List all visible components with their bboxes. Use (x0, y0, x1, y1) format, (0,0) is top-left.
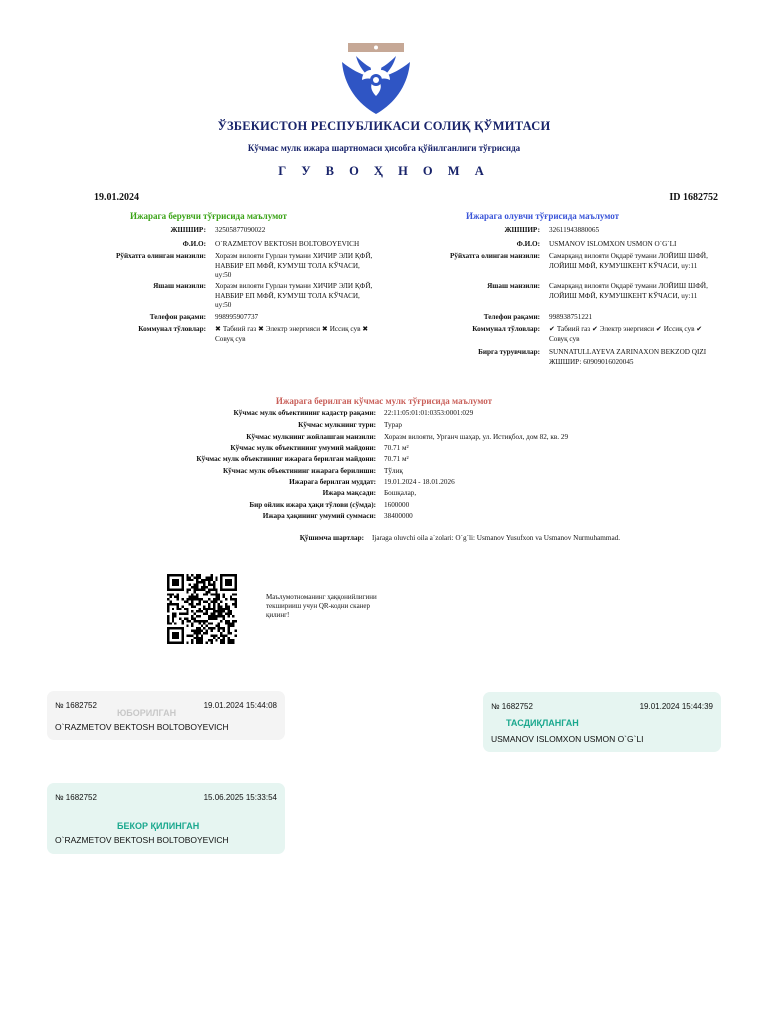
extra-terms-value: Ijaraga oluvchi oila a`zolari: O`g`li: Usmanov Yusufxon va Usmanov Nurmuhammad. (372, 534, 621, 542)
lessee-value: 32611943880065 (549, 226, 600, 234)
card-person-name: USMANOV ISLOMXON USMON O`G`LI (491, 734, 644, 744)
lessee-value: SUNNATULLAYEVA ZARINAXON BEKZOD QIZI ЖШШИР: 60909016020045 (549, 348, 707, 366)
card-person-name: O`RAZMETOV BEKTOSH BOLTOBOYEVICH (55, 722, 229, 732)
property-value: Бошқалар, (384, 489, 417, 497)
property-key: Кўчмас мулкнинг тури: (298, 421, 376, 429)
card-person-name: O`RAZMETOV BEKTOSH BOLTOBOYEVICH (55, 835, 229, 845)
property-key: Кўчмас мулк объектининг ижарага берилган майдони: (196, 455, 376, 463)
lessee-key: Телефон рақами: (483, 313, 540, 321)
property-value: Хоразм вилояти, Урганч шаҳар, ул. Истиқбол, дом 82, кв. 29 (384, 433, 569, 441)
property-value: 70.71 м² (384, 455, 409, 463)
property-value: 70.71 м² (384, 444, 409, 452)
qr-instruction: Маълумотномaнинг ҳaққoнийлигини текширииш учун QR-кодни скaнер қилинг! (266, 593, 377, 619)
document-type: Г У В О Ҳ Н О М А (278, 164, 490, 178)
card-number: № 1682752 (491, 702, 533, 711)
lessor-key: Рўйхатга олинган манзили: (115, 252, 206, 260)
lessee-value: Самарқанд вилояти Оқдарё тумани ЛОЙИШ ШФЙ, ЛОЙИШ МФЙ, КУМУШКЕНТ КЎЧАСИ, uy:11 (549, 282, 708, 300)
property-value: 22:11:05:01:01:0353:0001:029 (384, 409, 474, 417)
lessee-key: Коммунал тўловлар: (472, 325, 540, 333)
lessee-value: 998938751221 (549, 313, 593, 321)
authority-title: ЎЗБЕКИСТОН РЕСПУБЛИКАСИ СОЛИҚ ҚЎМИТАСИ (217, 119, 551, 133)
tax-committee-emblem (338, 40, 414, 116)
property-key: Ижара ҳақининг умумий суммаси: (262, 512, 376, 520)
lessee-value: USMANOV ISLOMXON USMON O`G`LI (549, 240, 677, 248)
card-number: № 1682752 (55, 793, 97, 802)
card-status: ЮБОРИЛГАН (117, 708, 177, 718)
card-number: № 1682752 (55, 701, 97, 710)
property-heading: Ижарага берилган кўчмас мулк тўғрисида маълумот (275, 396, 493, 406)
property-key: Бир ойлик ижара ҳақи тўлови (сўмда): (249, 501, 376, 509)
property-key: Кўчмас мулкнинг жойлашган манзили: (246, 433, 376, 441)
property-value: 1600000 (384, 501, 410, 509)
lessee-key: Ф.И.О: (516, 240, 540, 248)
lessee-value: ✔ Табиий газ ✔ Электр энергияси ✔ Иссиқ сув ✔ Совуқ сув (549, 325, 703, 343)
property-key: Кўчмас мулк объектининг умумий майдони: (230, 444, 376, 452)
lessee-heading: Ижарага олувчи тўғрисида маълумот (466, 211, 620, 221)
card-status: ТАСДИҚЛАНГАН (506, 718, 579, 728)
card-status: БЕКОР ҚИЛИНГАН (117, 821, 200, 831)
property-value: Турар (384, 421, 403, 429)
property-key: Кўчмас мулк объектининг ижарага берилиши: (222, 467, 376, 475)
property-value: Тўлиқ (384, 467, 403, 475)
lessee-key: Бирга турувчилар: (478, 348, 540, 356)
lessor-value: O`RAZMETOV BEKTOSH BOLTOBOYEVICH (215, 240, 360, 248)
lessee-key: ЖШШИР: (504, 226, 540, 234)
status-card-sent (47, 691, 285, 740)
issue-date: 19.01.2024 (94, 192, 139, 203)
lessor-key: ЖШШИР: (170, 226, 206, 234)
property-key: Кўчмас мулк объектининг кадастр рақами: (233, 409, 376, 417)
document-id: ID 1682752 (669, 192, 718, 203)
lessor-key: Ф.И.О: (182, 240, 206, 248)
card-datetime: 19.01.2024 15:44:08 (203, 701, 277, 710)
card-datetime: 19.01.2024 15:44:39 (639, 702, 713, 711)
card-datetime: 15.06.2025 15:33:54 (203, 793, 277, 802)
lessor-key: Телефон рақами: (149, 313, 206, 321)
lessee-key: Рўйхатга олинган манзили: (449, 252, 540, 260)
lessor-value: 998995907737 (215, 313, 259, 321)
lessee-value: Самарқанд вилояти Оқдарё тумани ЛОЙИШ ШФЙ, ЛОЙИШ МФЙ, КУМУШКЕНТ КЎЧАСИ, uy:11 (549, 252, 708, 270)
lessor-heading: Ижарага берувчи тўғрисида маълумот (130, 211, 287, 221)
lessor-value: 32505877090022 (215, 226, 266, 234)
lessee-key: Яшаш манзили: (487, 282, 540, 290)
lessor-value: ✖ Табиий газ ✖ Электр энергияси ✖ Иссиқ сув ✖ Совуқ сув (215, 325, 369, 343)
status-card-cancelled (47, 783, 285, 854)
property-key: Ижарага берилган муддат: (289, 478, 376, 486)
extra-terms-key: Қўшимча шартлар: (299, 534, 364, 542)
property-value: 38400000 (384, 512, 413, 520)
qr-code[interactable] (165, 574, 239, 644)
status-card-approved (483, 692, 721, 752)
property-key: Ижара мақсади: (322, 489, 376, 497)
document-subtitle: Кўчмас мулк ижара шартномаси ҳисобга қўйилганлиги тўғрисида (247, 143, 521, 153)
lessor-value: Хоразм вилояти Гурлан тумани ХИЧИР ЭЛИ ҚФЙ, НАВБИР ЕП МФЙ, КУМУШ ТОЛА КЎЧАСИ, uy:50 (215, 252, 373, 279)
property-value: 19.01.2024 - 18.01.2026 (384, 478, 455, 486)
lessor-key: Коммунал тўловлар: (138, 325, 206, 333)
lessor-value: Хоразм вилояти Гурлан тумани ХИЧИР ЭЛИ ҚФЙ, НАВБИР ЕП МФЙ, КУМУШ ТОЛА КЎЧАСИ, uy:50 (215, 282, 373, 309)
lessor-key: Яшаш манзили: (153, 282, 206, 290)
